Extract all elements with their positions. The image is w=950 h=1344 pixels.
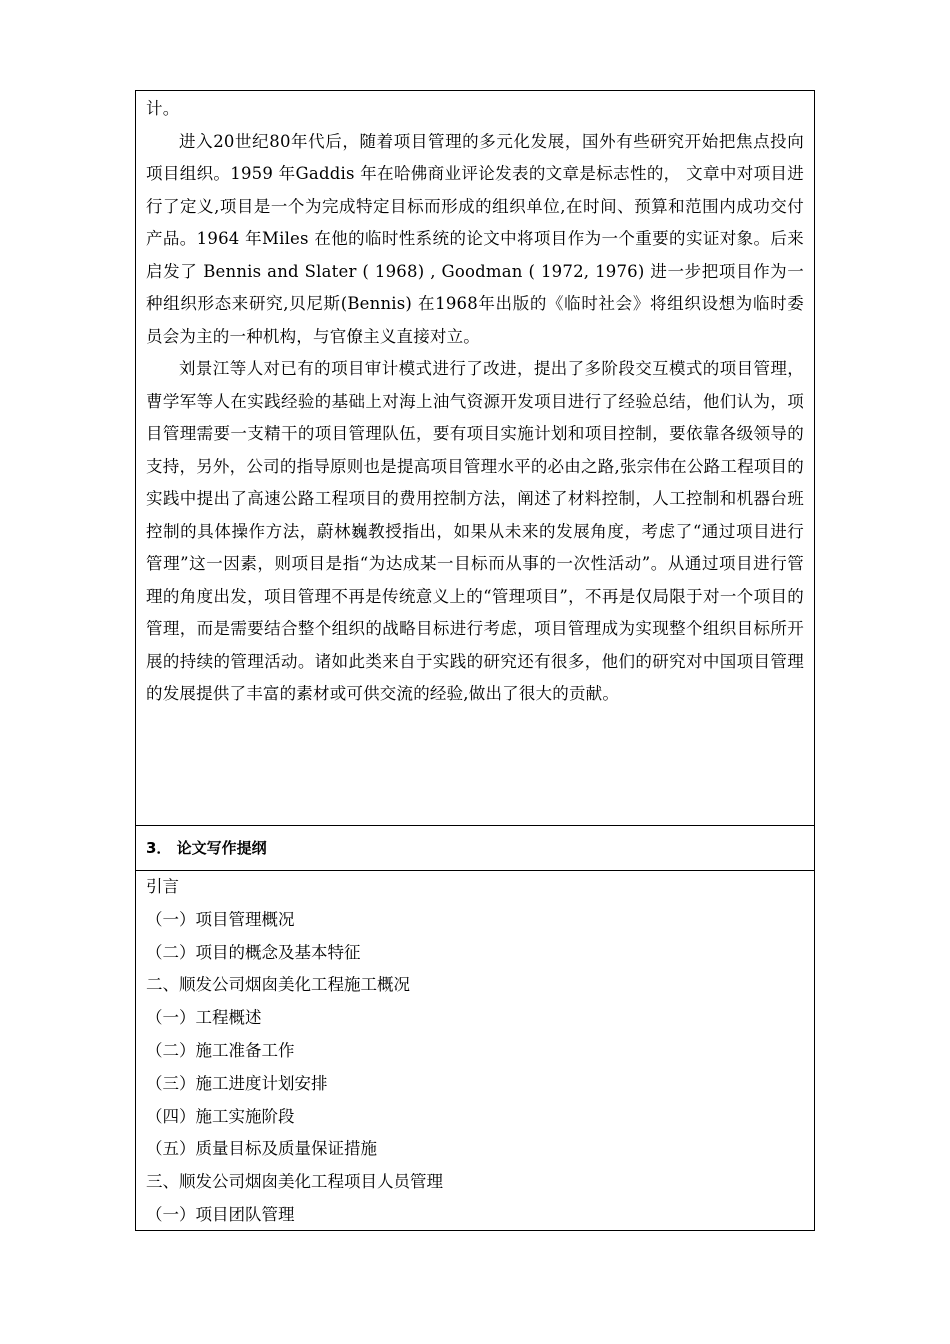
paragraph-domestic-research: 刘景江等人对已有的项目审计模式进行了改进，提出了多阶段交互模式的项目管理，曹学军等人在实践经验的基础上对海上油气资源开发项目进行了经验总结，他们认为，项目管理需要一支精干的项目管理队伍，要有项目实施计划和项目控制，要依靠各级领导的支持，另外，公司的指导原则也是提高项目管理水平的必由之路,张宗伟在公路工程项目的实践中提出了高速公路工程项目的费用控制方法，阐述了材料控制，人工控制和机器台班控制的具体操作方法，蔚林巍教授指出，如果从未来的发展角度，考虑了“通过项目进行管理”这一因素，则项目是指“为达成某一目标而从事的一次性活动”。从通过项目进行管理的角度出发，项目管理不再是传统意义上的“管理项目”，不再是仅局限于对一个项目的管理，而是需要结合整个组织的战略目标进行考虑，项目管理成为实现整个组织目标所开展的持续的管理活动。诸如此类来自于实践的研究还有很多，他们的研究对中国项目管理的发展提供了丰富的素材或可供交流的经验,做出了很大的贡献。 bbox=[146, 359, 804, 703]
paragraph-continuation: 计。 bbox=[146, 99, 180, 118]
outline-item: （二）施工准备工作 bbox=[146, 1040, 295, 1060]
outline-item: （一）项目团队管理 bbox=[146, 1204, 295, 1224]
outline-item: （四）施工实施阶段 bbox=[146, 1106, 295, 1126]
document-table bbox=[135, 90, 815, 1231]
literature-review-cell bbox=[136, 91, 814, 826]
outline-item: （一）工程概述 bbox=[146, 1008, 262, 1028]
outline-item: 引言 bbox=[146, 877, 179, 896]
outline-item: 二、顺发公司烟囱美化工程施工概况 bbox=[146, 975, 410, 995]
outline-item: （二）项目的概念及基本特征 bbox=[146, 942, 361, 962]
outline-list bbox=[136, 871, 814, 1232]
outline-item: （三）施工进度计划安排 bbox=[146, 1073, 328, 1093]
outline-item: （一）项目管理概况 bbox=[146, 909, 295, 929]
outline-item: 三、顺发公司烟囱美化工程项目人员管理 bbox=[146, 1172, 443, 1192]
section-heading: 3． 论文写作提纲 bbox=[146, 839, 267, 857]
section-heading-cell bbox=[136, 826, 814, 871]
paragraph-foreign-research: 进入20世纪80年代后，随着项目管理的多元化发展，国外有些研究开始把焦点投向项目组织。1959 年Gaddis 年在哈佛商业评论发表的文章是标志性的， 文章中对项目进行了定义,项目是一个为完成特定目标而形成的组织单位,在时间、预算和范围内成功交付产品。1964 年Miles 在他的临时性系统的论文中将项目作为一个重要的实证对象。后来启发了 Bennis and Slater ( 1968) , Goodman ( 1972, 1976) 进一步把项目作为一种组织形态来研究,贝尼斯(Bennis) 在1968年出版的《临时社会》将组织设想为临时委员会为主的一种机构，与官僚主义直接对立。 bbox=[146, 131, 804, 346]
outline-item: （五）质量目标及质量保证措施 bbox=[146, 1139, 377, 1159]
outline-cell bbox=[136, 871, 814, 1230]
